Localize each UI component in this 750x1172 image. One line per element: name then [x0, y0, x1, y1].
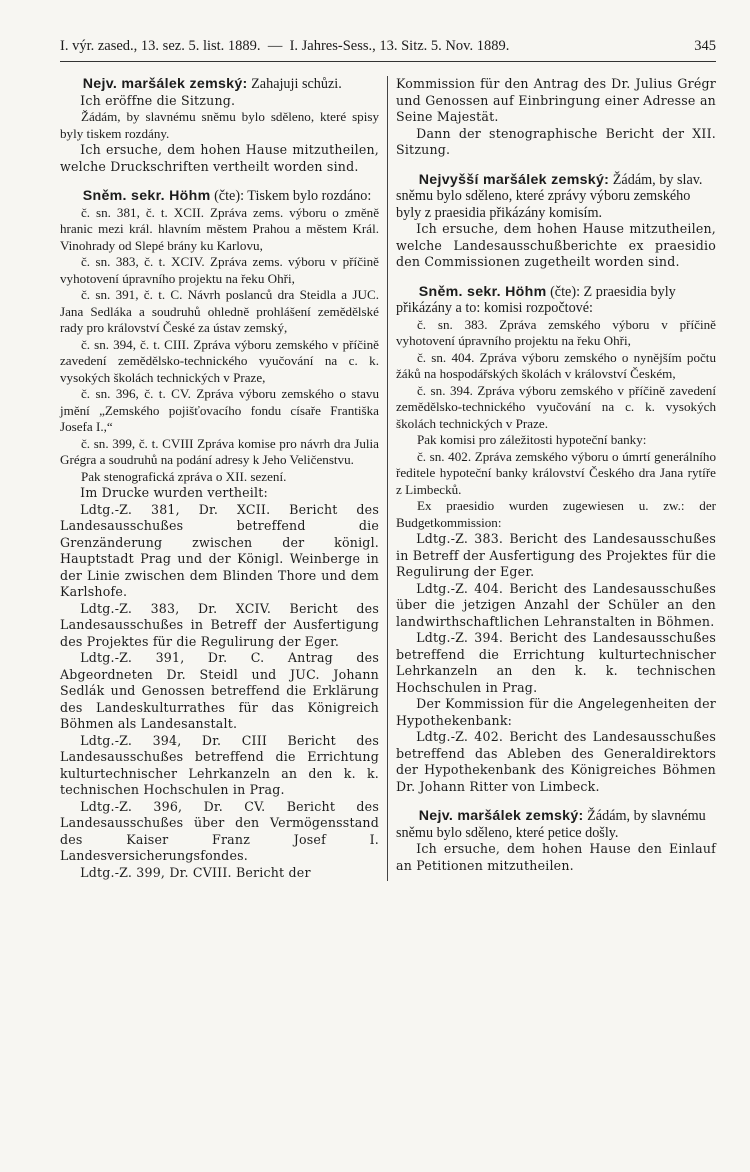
german-paragraph: Kommission für den Antrag des Dr. Julius Grégr und Genossen auf Einbringung einer Adresse an Seine Majestät. [396, 76, 716, 124]
czech-paragraph: Pak komisi pro záležitosti hypoteční banky: [416, 432, 647, 447]
two-column-body [60, 76, 716, 881]
czech-paragraph: č. sn. 404. Zpráva výboru zemského o nynějším počtu žáků na hospodářských školách v království Českém, [396, 349, 716, 381]
page-number: 345 [694, 38, 716, 54]
german-paragraph: Ldtg.-Z. 394, Dr. CIII Bericht des Landesausschußes betreffend die Errichtung kulturtechnischer Lehrkanzeln an den k. k. technischen Hochschulen in Prag. [60, 732, 379, 797]
speaker-paragraph [60, 76, 379, 93]
czech-paragraph: č. sn. 391, č. t. C. Návrh poslanců dra Steidla a JUC. Jana Sedláka a soudruhů ohledně prohlášení zemědělské rady pro království České za ústav zemský, [60, 287, 379, 335]
german-paragraph: Ldtg.-Z. 383, Dr. XCIV. Bericht des Landesausschußes in Betreff der Ausfertigung des Projektes für die Regulirung der Eger. [60, 600, 379, 649]
german-paragraph: Ldtg.-Z. 399, Dr. CVIII. Bericht der [80, 864, 311, 880]
speaker-name: Sněm. sekr. Höhm [82, 188, 211, 204]
speaker-name: Nejvyšší maršálek zemský: [418, 171, 610, 188]
czech-paragraph: č. sn. 396, č. t. CV. Zpráva výboru zemského o stavu jmění „Zemského pojišťovacího fondu císaře Františka Josefa I.,“ [60, 386, 379, 434]
speaker-paragraph [396, 172, 716, 222]
german-paragraph: Ldtg.-Z. 383. Bericht des Landesausschußes in Betreff der Ausfertigung des Projektes für die Regulirung der Eger. [396, 531, 716, 579]
german-paragraph: Dann der stenographische Bericht der XII. Sitzung. [396, 125, 716, 157]
german-paragraph: Ldtg.-Z. 402. Bericht des Landesausschußes betreffend das Ableben des Generaldirektors der Hypothekenbank des Königreiches Böhmen Dr. Johann Ritter von Limbeck. [396, 729, 716, 794]
speaker-name: Sněm. sekr. Höhm [418, 283, 547, 300]
left-column [60, 76, 388, 881]
speech-text: (čte): Z praesidia byly přikázány a to: komisi rozpočtové: [396, 283, 676, 316]
german-paragraph: Ldtg.-Z. 404. Bericht des Landesausschußes über die jetzigen Anzahl der Schüler an den landwirthschaftlichen Lehranstalten in Böhmen. [396, 580, 716, 629]
czech-paragraph: č. sn. 394, č. t. CIII. Zpráva výboru zemského v příčině zavedení zemědělsko-technického vyučování na c. k. vysokých školách technických v Praze, [60, 336, 379, 385]
speech-text: Zahajuji schůzi. [247, 76, 342, 92]
german-paragraph: Ich ersuche, dem hohen Hause den Einlauf an Petitionen mitzutheilen. [396, 841, 716, 873]
czech-paragraph: č. sn. 383, č. t. XCIV. Zpráva zems. výboru v příčině vyhotovení úpravního projektu na řeku Ohři, [60, 254, 379, 286]
german-paragraph: Ldtg.-Z. 391, Dr. C. Antrag des Abgeordneten Dr. Steidl und JUC. Johann Sedlák und Genossen betreffend die Erklärung des Landeskulturrathes für das Königreich Böhmen als Landesanstalt. [60, 650, 379, 731]
czech-paragraph: č. sn. 402. Zpráva zemského výboru o úmrtí generálního ředitele hypoteční banky království Českého dra Jana rytíře z Limbecků. [396, 448, 716, 497]
german-paragraph: Der Kommission für die Angelegenheiten der Hypothekenbank: [396, 696, 716, 728]
right-column [388, 76, 716, 881]
speech-text: Žádám, by slav. sněmu bylo sděleno, které zprávy výboru zemského byly z praesidia přikázány komisím. [396, 171, 703, 221]
czech-paragraph: Ex praesidio wurden zugewiesen u. zw.: der Budgetkommission: [396, 498, 716, 530]
speaker-paragraph [396, 808, 716, 841]
german-paragraph: Ich ersuche, dem hohen Hause mitzutheilen, welche Druckschriften vertheilt worden sind. [60, 142, 379, 174]
czech-paragraph: č. sn. 381, č. t. XCII. Zpráva zems. výboru o změně hranic mezi král. hlavním městem Prahou a městem Král. Vinohrady od Slepé brány ku Karlovu, [60, 204, 379, 253]
speaker-paragraph [60, 188, 379, 205]
czech-paragraph: Pak stenografická zpráva o XII. sezení. [80, 468, 287, 484]
czech-paragraph: č. sn. 394. Zpráva výboru zemského v příčině zavedení zemědělsko-technického vyučování na c. k. vysokých školách technických v Praze. [396, 382, 716, 431]
german-paragraph: Im Drucke wurden vertheilt: [80, 485, 268, 500]
german-paragraph: Ldtg.-Z. 381, Dr. XCII. Bericht des Landesausschußes betreffend die Grenzänderung zwischen der königl. Hauptstadt Prag und der Königl. Weinberge in der Linie zwischen dem Blinden Thore und dem Karlshofe. [60, 501, 379, 599]
running-header [60, 38, 716, 62]
czech-paragraph: č. sn. 383. Zpráva zemského výboru v příčině vyhotovení úpravního projektu na řeku Ohři, [396, 316, 716, 348]
german-paragraph: Ldtg.-Z. 394. Bericht des Landesausschußes betreffend die Errichtung kulturtechnischer Lehrkanzeln an den k. k. technischen Hochschulen in Prag. [396, 630, 716, 695]
speech-text: Žádám, by slavnému sněmu bylo sděleno, které petice došly. [396, 808, 706, 841]
german-paragraph: Ldtg.-Z. 396, Dr. CV. Bericht des Landesausschußes über den Vermögensstand des Kaiser Franz Josef I. Landesversicherungsfondes. [60, 798, 379, 863]
german-paragraph: Ich ersuche, dem hohen Hause mitzutheilen, welche Landesausschußberichte ex praesidio den Commissionen zugetheilt worden sind. [396, 221, 716, 269]
speaker-name: Nejv. maršálek zemský: [82, 76, 248, 92]
speech-text: (čte): Tiskem bylo rozdáno: [210, 188, 372, 204]
header-czech: I. výr. zased., 13. sez. 5. list. 1889. — I. Jahres-Sess., 13. Sitz. 5. Nov. 1889. [60, 38, 510, 54]
german-paragraph: Ich eröffne die Sitzung. [80, 92, 236, 108]
czech-paragraph: Žádám, by slavnému sněmu bylo sděleno, které spisy byly tiskem rozdány. [60, 109, 379, 141]
czech-paragraph: č. sn. 399, č. t. CVIII Zpráva komise pro návrh dra Julia Grégra a soudruhů na podání adresy k Jeho Veličenstvu. [60, 435, 379, 467]
speaker-name: Nejv. maršálek zemský: [418, 808, 584, 824]
speaker-paragraph [396, 284, 716, 317]
